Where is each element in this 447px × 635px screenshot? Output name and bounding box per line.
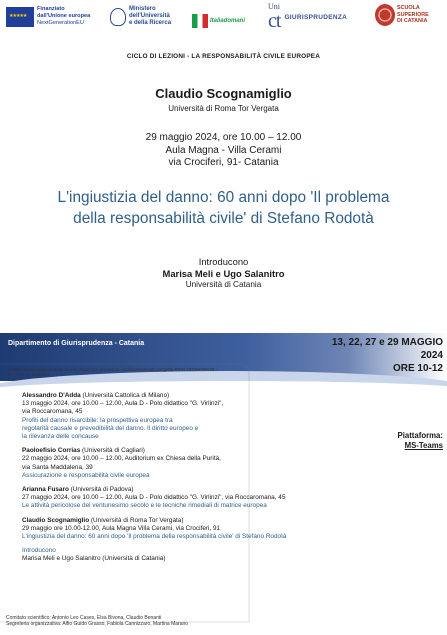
mur-line2: dell'Università [129, 13, 170, 19]
event-address: via Crociferi, 91- Catania [168, 157, 279, 168]
logo-header [0, 0, 447, 44]
unict-ct: ct [268, 10, 281, 32]
event-date-time: 29 maggio 2024, ore 10.00 – 12.00 [145, 132, 302, 143]
session-institution: (Università di Roma Tor Vergata) [90, 516, 184, 524]
unict-logo [268, 3, 347, 32]
eu-line3: NextGenerationEU [37, 20, 84, 26]
intro-block [0, 256, 447, 291]
session-item [22, 392, 362, 441]
session-item [22, 447, 362, 480]
eu-flag-icon [6, 7, 34, 27]
eu-line2: dall'Unione europea [37, 13, 91, 19]
program-section [0, 323, 447, 635]
italy-flag-icon [192, 14, 208, 28]
session-when: 27 maggio 2024, ore 10.00 – 12.00, Aula D - Polo didattico "G. Virlinzi", via Roccaromana, 45 [22, 494, 286, 502]
session-topic: Le attività pericolose del ventunesimo secolo e le tecniche rimediali di matrice europea [22, 502, 267, 510]
platform-info [398, 431, 444, 450]
italia-domani-text: Italiadomani [210, 18, 246, 24]
organizing-secretariat: Segreteria organizzativa: Alfio Guido Grasso, Fabiola Cannizzaro, Martina Marano [6, 621, 189, 628]
series-dates-line1: 13, 22, 27 e 29 MAGGIO [331, 337, 443, 348]
sessions-list [22, 392, 362, 569]
giurisprudenza-label: GIURISPRUDENZA [284, 14, 348, 21]
intro-affiliation: Università di Catania [185, 280, 262, 289]
italia-domani-logo [192, 14, 245, 28]
session-speaker: Claudio Scognamiglio [22, 516, 90, 524]
ssc-line1: SCUOLA [397, 5, 420, 12]
cycle-heading: CICLO DI LEZIONI - LA RESPONSABILITÀ CIVILE EUROPEA [126, 53, 321, 60]
ssc-line3: DI CATANIA [397, 18, 428, 25]
lecture-title-line2: della responsabilità civile' di Stefano Rodotà [73, 210, 374, 227]
session-when: 29 maggio ore 10.00-12.00, Aula Magna Villa Cerami, via Crociferi, 91 [22, 524, 221, 532]
session-topic: Assicurazione e responsabilità civile europea [22, 471, 150, 479]
series-dates-line2: 2024 [420, 350, 443, 361]
series-dates-line3: ORE 10-12 [392, 363, 443, 374]
program-note [8, 367, 298, 377]
scuola-superiore-seal-icon [375, 4, 395, 26]
mur-line3: e della Ricerca [129, 20, 172, 26]
closing-names: Marisa Meli e Ugo Salanitro (Università di Catania) [22, 555, 166, 563]
intro-names: Marisa Meli e Ugo Salanitro [162, 267, 285, 279]
event-details [0, 132, 447, 170]
mur-line1: Ministero [129, 6, 156, 12]
session-topic: la rilevanza delle concause [22, 433, 99, 441]
footer-credits [6, 615, 188, 628]
department-label: Dipartimento di Giurisprudenza - Catania [8, 340, 145, 347]
speaker-name: Claudio Scognamiglio [155, 86, 292, 101]
closing-label: Introducono [22, 547, 56, 555]
session-item [22, 486, 362, 511]
lecture-title [0, 187, 447, 229]
scientific-committee: Comitato scientifico: Antonio Leo Cases, Elsa Bivona, Claudio Benanti [6, 615, 162, 621]
event-venue: Aula Magna - Villa Cerami [165, 144, 282, 156]
ministry-logo [110, 6, 171, 27]
speaker-affiliation: Università di Roma Tor Vergata [168, 104, 279, 113]
closing-intro [22, 547, 362, 563]
intro-label: Introducono [198, 256, 249, 267]
ssc-line2: SUPERIORE [397, 11, 429, 18]
session-when: 13 maggio 2024, ore 10.00 – 12.00, Aula D - Polo didattico "G. Virlinzi", [22, 400, 224, 408]
scuola-superiore-logo [375, 4, 429, 26]
program-note-line2: P.I. Prof. U. Salanitro [8, 372, 49, 378]
session-topic: L'ingiustizia del danno: 60 anni dopo 'Il problema della responsabilità civile' di Stefano Rodotà [22, 533, 287, 541]
series-dates [332, 336, 443, 375]
session-institution: (Università Cattolica di Milano) [82, 392, 170, 399]
program-note-line1: Lezioni del programma della Scuola Superiore di Catania - Cofinanziamento progetto PRIN 2022WYMY28 – [8, 367, 219, 372]
session-topic: Profili del danno risarcibile: la prospettiva europea tra [22, 416, 173, 424]
eu-line1: Finanziato [37, 6, 65, 12]
platform-label: Piattaforma: [397, 431, 443, 440]
ministry-seal-icon [110, 8, 126, 26]
ms-teams-link[interactable]: MS-Teams [404, 440, 443, 450]
session-institution: (Università di Padova) [70, 486, 134, 494]
unict-uni: Uni [268, 2, 280, 11]
lecture-title-line1: L'ingiustizia del danno: 60 anni dopo 'Il problema [57, 189, 390, 206]
session-where: via Santa Maddalena, 39 [22, 463, 93, 471]
session-when: 22 maggio 2024, ore 10.00 – 12.00, Auditorium ex Chiesa della Purità, [22, 455, 221, 463]
eu-funding-logo [6, 6, 90, 27]
session-speaker: Alessandro D'Adda [22, 392, 81, 399]
session-topic: regolarità causale e prevedibilità del danno. Il diritto europeo e [22, 424, 199, 432]
session-institution: (Università di Cagliari) [82, 447, 145, 455]
session-speaker: Arianna Fusaro [22, 486, 69, 494]
session-item [22, 517, 362, 542]
session-speaker: Paoloefisio Corrias [22, 447, 81, 455]
session-where: via Roccaromana, 45 [22, 408, 83, 416]
